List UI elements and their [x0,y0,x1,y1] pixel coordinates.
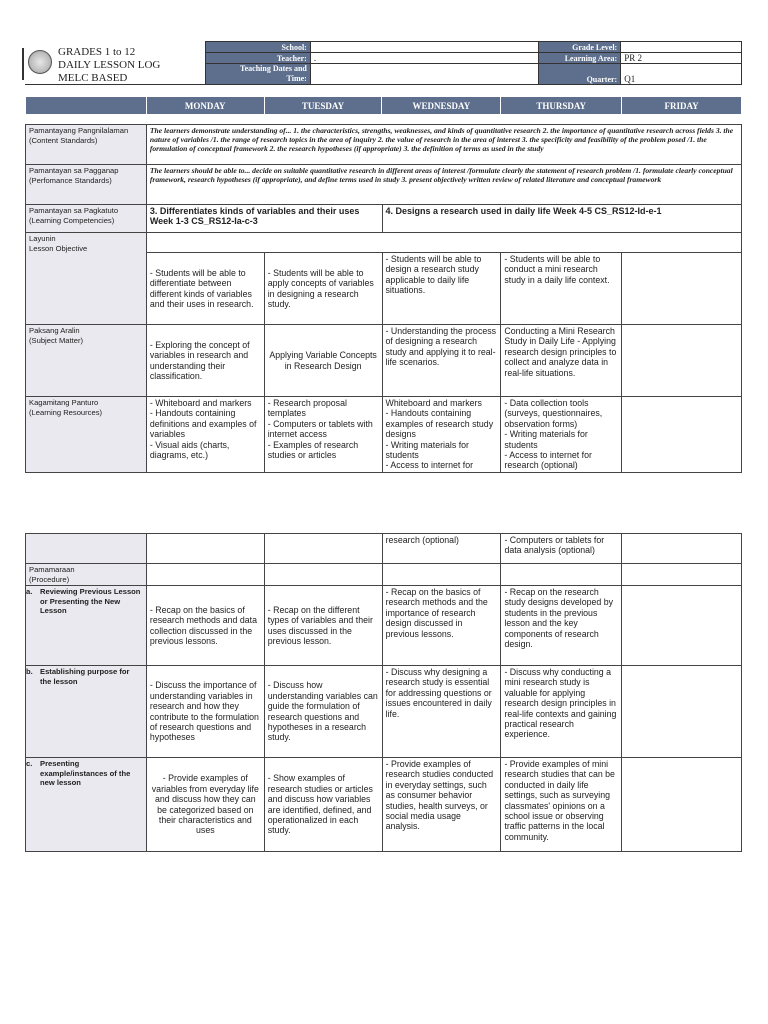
content-standards-text: The learners demonstrate understanding of... 1. the characteristics, strengths, weaknesses, and kinds of quantitative research 2. the importance of quantitative research across fields 3. the nature of variables /1. the range of research topics in the area of inquiry 2. the value of research in the area of interest 3. the specificity and feasibility of the problem posed /1. the formulation of conceptual framework 2. the research hypotheses (if appropriate) 3. the definition of terms as used in the study [146,125,741,165]
table-row [26,666,742,758]
continued-thursday: - Computers or tablets for data analysis (optional) [501,534,622,564]
procedure-c-tuesday: - Show examples of research studies or articles and discuss how variables are identified, defined, and operationalized in each study. [264,758,382,852]
procedure-tuesday [264,564,382,586]
procedure-b-friday [622,666,742,758]
resources-tuesday: - Research proposal templates - Computers or tablets with internet access - Examples of research studies or articles [264,397,382,473]
subject-friday [622,325,742,397]
procedure-a-wednesday: - Recap on the basics of research methods and the importance of research design discussed in previous lessons. [382,586,501,666]
table-row [26,397,742,473]
competency-right: 4. Designs a research used in daily life Week 4-5 CS_RS12-Id-e-1 [382,205,741,233]
table-row [26,534,742,564]
procedure-b-monday: - Discuss the importance of understanding variables in research and how they contribute to the formulation of research questions and hypotheses [146,666,264,758]
learning-area-field[interactable]: PR 2 [621,53,742,64]
procedure-b-label [26,666,147,758]
procedure-a-tuesday: - Recap on the different types of variables and their uses discussed in the previous lesson. [264,586,382,666]
procedure-a-thursday: - Recap on the research study designs developed by students in the previous lesson and the key components of research design. [501,586,622,666]
day-monday: MONDAY [146,97,264,115]
procedure-c-label [26,758,147,852]
resources-monday: - Whiteboard and markers - Handouts containing definitions and examples of variables - Visual aids (charts, diagrams, etc.) [146,397,264,473]
day-friday: FRIDAY [622,97,742,115]
grade-level-label: Grade Level: [539,42,621,53]
performance-standards-text: The learners should be able to... decide on suitable quantitative research in different areas of interest /formulate clearly the statement of research problem /1. formulate clearly conceptual framework, research hypotheses (if appropriate), and define terms used in study 3. present objectively written review of related literature and conceptual framework [146,165,741,205]
row-sublabel: Lesson Objective [29,243,88,253]
procedure-a-text: Reviewing Previous Lesson or Presenting the New Lesson [40,587,141,615]
quarter-field[interactable]: Q1 [621,64,742,85]
continued-wednesday: research (optional) [382,534,501,564]
table-row [26,233,742,253]
teaching-dates-field[interactable] [310,64,538,85]
procedure-b-tuesday: - Discuss how understanding variables can guide the formulation of research questions and hypotheses in a research study. [264,666,382,758]
procedure-a-label [26,586,147,666]
lesson-log-table-page1 [25,124,742,473]
procedure-label [26,564,147,586]
procedure-b-num: b. [26,667,33,676]
procedure-c-monday: - Provide examples of variables from everyday life and discuss how they can be categorized based on their characteristics and uses [146,758,264,852]
title-line-3: MELC BASED [58,72,128,84]
procedure-b-thursday: - Discuss why conducting a mini research study is valuable for applying research design principles in real-life contexts and gaining practical research experience. [501,666,622,758]
objective-friday [622,253,742,325]
header-divider [25,84,742,85]
procedure-a-num: a. [26,587,33,596]
objective-monday: - Students will be able to differentiate between different kinds of variables and their uses in research. [146,253,264,325]
grade-level-field[interactable] [621,42,742,53]
subject-monday: - Exploring the concept of variables in research and understanding their classification. [146,325,264,397]
procedure-c-thursday: - Provide examples of mini research studies that can be conducted in daily life settings, such as surveying classmates' opinions on a school issue or observing traffic patterns in the local community. [501,758,622,852]
content-standards-label [26,125,147,165]
procedure-b-wednesday: - Discuss why designing a research study is essential for addressing questions or issues encountered in daily life. [382,666,501,758]
table-row [26,205,742,233]
competency-left: 3. Differentiates kinds of variables and their uses Week 1-3 CS_RS12-Ia-c-3 [146,205,382,233]
learning-resources-label [26,397,147,473]
procedure-c-text: Presenting example/instances of the new lesson [40,759,131,787]
day-tuesday: TUESDAY [264,97,382,115]
objective-label [26,233,147,325]
title-line-2: DAILY LESSON LOG [58,59,161,71]
row-sublabel: (Subject Matter) [29,335,84,345]
subject-tuesday: Applying Variable Concepts in Research Design [264,325,382,397]
resources-friday [622,397,742,473]
procedure-wednesday [382,564,501,586]
deped-seal-icon [28,50,52,74]
row-sublabel: (Learning Competencies) [29,215,115,225]
procedure-friday [622,564,742,586]
subject-wednesday: - Understanding the process of designing a research study and applying it to real-life scenarios. [382,325,501,397]
procedure-b-text: Establishing purpose for the lesson [40,667,130,686]
school-field[interactable] [310,42,538,53]
row-label: Paksang Aralin [29,326,80,335]
procedure-monday [146,564,264,586]
school-label: School: [206,42,311,53]
teaching-dates-label [206,64,311,85]
continued-tuesday [264,534,382,564]
learning-area-label: Learning Area: [539,53,621,64]
continued-friday [622,534,742,564]
teaching-dates-label-line1: Teaching Dates and [240,64,307,73]
quarter-label: Quarter: [539,64,621,85]
objective-thursday: - Students will be able to conduct a mini research study in a daily life context. [501,253,622,325]
lesson-log-table-page2 [25,533,742,852]
procedure-c-friday [622,758,742,852]
procedure-c-num: c. [26,759,33,768]
row-label: Pamantayan sa Pagkatuto [29,206,119,215]
procedure-c-wednesday: - Provide examples of research studies conducted in everyday settings, such as consumer behavior studies, health surveys, or social media usage analysis. [382,758,501,852]
performance-standards-label [26,165,147,205]
table-row [26,564,742,586]
document-title [58,46,160,85]
row-label: Pamamaraan [29,565,75,574]
resources-thursday: - Data collection tools (surveys, questionnaires, observation forms) - Writing materials for students - Access to internet for research (optional) [501,397,622,473]
row-label: Layunin [29,234,56,243]
continued-label [26,534,147,564]
margin-bar [22,48,24,80]
day-header-blank [26,97,147,115]
row-label: Pamantayan sa Pagganap [29,166,119,175]
subject-thursday: Conducting a Mini Research Study in Daily Life - Applying research design principles to collect and analyze data in real-life situations. [501,325,622,397]
procedure-a-monday: - Recap on the basics of research methods and data collection discussed in the previous lessons. [146,586,264,666]
row-label: Pamantayang Pangnilalaman [29,126,129,135]
table-row [26,165,742,205]
continued-monday [146,534,264,564]
row-sublabel: (Learning Resources) [29,407,103,417]
row-sublabel: (Content Standards) [29,135,98,145]
procedure-a-friday [622,586,742,666]
day-thursday: THURSDAY [501,97,622,115]
header-info-table [205,41,742,85]
row-label: Kagamitang Panturo [29,398,99,407]
objective-spacer [146,233,741,253]
table-row [26,586,742,666]
day-wednesday: WEDNESDAY [382,97,501,115]
resources-wednesday: Whiteboard and markers - Handouts containing examples of research study designs - Writing materials for students - Access to internet for [382,397,501,473]
learning-competencies-label [26,205,147,233]
table-row [26,125,742,165]
day-header-bar [25,96,742,115]
procedure-thursday [501,564,622,586]
row-sublabel: (Perfomance Standards) [29,175,112,185]
teaching-dates-label-line2: Time: [286,74,307,83]
table-row [26,758,742,852]
row-sublabel: (Procedure) [29,574,70,584]
title-line-1: GRADES 1 to 12 [58,46,136,58]
teacher-field[interactable]: . [310,53,538,64]
objective-wednesday: - Students will be able to design a research study applicable to daily life situations. [382,253,501,325]
subject-matter-label [26,325,147,397]
teacher-label: Teacher: [206,53,311,64]
objective-tuesday: - Students will be able to apply concepts of variables in designing a research study. [264,253,382,325]
table-row [26,325,742,397]
